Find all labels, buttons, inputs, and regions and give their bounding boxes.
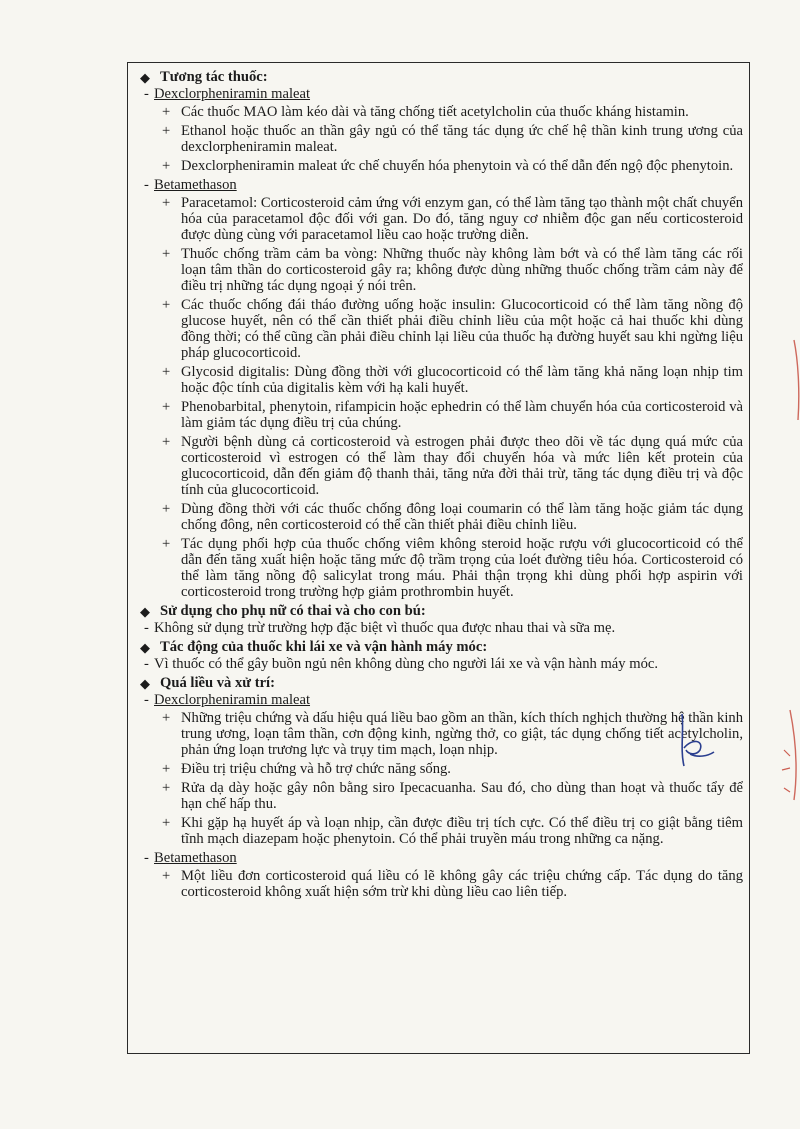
list-item-text: Paracetamol: Corticosteroid cảm ứng với enzym gan, có thể làm tăng tạo thành một chất chuyển hóa của paracetamol độc đối với gan. Do đó, tăng nguy cơ nhiễm độc gan nếu corticosteroid được dùng cùng với paracetamol liều cao hoặc trường diễn. [181,195,743,243]
plus-marker: + [162,364,171,380]
section-heading-text: Tác động của thuốc khi lái xe và vận hành máy móc: [160,639,488,655]
list-item [136,434,743,498]
section-heading [136,603,743,620]
section-heading [136,69,743,86]
list-item [136,195,743,243]
list-item-text: Điều trị triệu chứng và hỗ trợ chức năng sống. [181,761,451,777]
list-item-text: Khi gặp hạ huyết áp và loạn nhịp, cần được điều trị tích cực. Có thể điều trị co giật bằng tiêm tĩnh mạch diazepam hoặc phenytoin. Có thể phải truyền máu trong những ca nặng. [181,815,743,847]
drug-subheading [136,177,743,194]
dash-marker: - [144,177,149,193]
list-item [136,364,743,396]
list-item-text: Một liều đơn corticosteroid quá liều có lẽ không gây các triệu chứng cấp. Tác dụng do tăng corticosteroid không xuất hiện sớm trừ khi dùng liều cao liên tiếp. [181,868,743,900]
list-item-text: Người bệnh dùng cả corticosteroid và estrogen phải được theo dõi về tác dụng quá mức của corticosteroid vì estrogen có thể làm thay đổi chuyển hóa và mức liên kết protein của glucocorticoid, dẫn đến giảm độ thanh thải, tăng nửa đời thải trừ, tăng tác dụng điều trị và độc tính của glucocorticoid. [181,434,743,498]
list-item [136,710,743,758]
bullet-icon: ◆ [140,70,150,85]
list-item [136,123,743,155]
list-item-text: Rửa dạ dày hoặc gây nôn bằng siro Ipecacuanha. Sau đó, cho dùng than hoạt và thuốc tẩy để hạn chế hấp thu. [181,780,743,812]
plus-marker: + [162,399,171,415]
signature-mark [670,710,720,770]
drug-subheading [136,692,743,709]
dash-marker: - [144,620,149,636]
list-item-text: Những triệu chứng và dấu hiệu quá liều bao gồm an thần, kích thích nghịch thường hệ thần kinh trung ương, loạn tâm thần, cơn động kinh, ngừng thở, co giật, tác dụng chống tiết acetylcholin, phản ứng loạn trương lực và trụy tim mạch, loạn nhịp. [181,710,743,758]
list-item-text: Dexclorpheniramin maleat ức chế chuyển hóa phenytoin và có thể dẫn đến ngộ độc phenytoin. [181,158,734,174]
plus-marker: + [162,158,171,174]
list-item [136,761,743,777]
plus-marker: + [162,868,171,884]
paragraph-text: Vì thuốc có thể gây buồn ngủ nên không dùng cho người lái xe và vận hành máy móc. [154,656,659,672]
list-item [136,399,743,431]
plus-marker: + [162,536,171,552]
plus-marker: + [162,780,171,796]
dash-marker: - [144,656,149,672]
section-heading [136,675,743,692]
list-item [136,246,743,294]
drug-name: Betamethason [154,850,237,866]
paragraph-text: Không sử dụng trừ trường hợp đặc biệt vì thuốc qua được nhau thai và sữa mẹ. [154,620,616,636]
section-paragraph [136,620,743,637]
section-paragraph [136,656,743,673]
dash-marker: - [144,850,149,866]
drug-subheading [136,86,743,103]
plus-marker: + [162,434,171,450]
plus-marker: + [162,246,171,262]
list-item [136,501,743,533]
plus-marker: + [162,761,171,777]
bullet-icon: ◆ [140,604,150,619]
list-item-text: Các thuốc MAO làm kéo dài và tăng chống tiết acetylcholin của thuốc kháng histamin. [181,104,689,120]
list-item [136,815,743,847]
drug-subheading [136,850,743,867]
plus-marker: + [162,195,171,211]
bullet-icon: ◆ [140,676,150,691]
dash-marker: - [144,86,149,102]
document-frame [127,62,750,1054]
list-item-text: Ethanol hoặc thuốc an thần gây ngủ có thể tăng tác dụng ức chế hệ thần kinh trung ương của dexclorpheniramin maleat. [181,123,743,155]
bullet-icon: ◆ [140,640,150,655]
plus-marker: + [162,710,171,726]
list-item [136,104,743,120]
drug-name: Dexclorpheniramin maleat [154,86,311,102]
list-item [136,297,743,361]
document-content [136,69,743,900]
plus-marker: + [162,123,171,139]
plus-marker: + [162,104,171,120]
drug-name: Dexclorpheniramin maleat [154,692,311,708]
list-item-text: Tác dụng phối hợp của thuốc chống viêm không steroid hoặc rượu với glucocorticoid có thể dẫn đến tăng xuất hiện hoặc tăng mức độ trầm trọng của loét đường tiêu hóa. Corticosteroid có thể làm tăng nồng độ salicylat trong máu. Phải thận trọng khi dùng phối hợp aspirin với corticosteroid trong trường hợp giảm prothrombin huyết. [181,536,743,600]
list-item [136,868,743,900]
list-item-text: Dùng đồng thời với các thuốc chống đông loại coumarin có thể làm tăng hoặc giảm tác dụng chống đông, nên corticosteroid có thể cần thiết phải điều chỉnh liều. [181,501,743,533]
plus-marker: + [162,815,171,831]
list-item-text: Glycosid digitalis: Dùng đồng thời với glucocorticoid có thể làm tăng khả năng loạn nhịp tim hoặc độc tính của digitalis kèm với hạ kali huyết. [181,364,743,396]
list-item-text: Thuốc chống trầm cảm ba vòng: Những thuốc này không làm bớt và có thể làm tăng các rối loạn tâm thần do corticosteroid gây ra; không được dùng những thuốc chống trầm cảm này để điều trị những tác dụng ngoại ý nói trên. [181,246,743,294]
section-heading [136,639,743,656]
section-heading-text: Sử dụng cho phụ nữ có thai và cho con bú: [160,603,426,619]
list-item [136,536,743,600]
plus-marker: + [162,297,171,313]
list-item-text: Các thuốc chống đái tháo đường uống hoặc insulin: Glucocorticoid có thể làm tăng nồng độ glucose huyết, nên có thể cần thiết phải điều chỉnh liều của một hoặc cả hai thuốc khi dùng đồng thời; có thể cũng cần phải điều chỉnh lại liều của thuốc hạ đường huyết sau khi ngừng liệu pháp glucocorticoid. [181,297,743,361]
dash-marker: - [144,692,149,708]
section-heading-text: Quá liều và xử trí: [160,675,275,691]
drug-name: Betamethason [154,177,237,193]
list-item-text: Phenobarbital, phenytoin, rifampicin hoặc ephedrin có thể làm chuyển hóa của corticosteroid và làm giảm tác dụng điều trị của chúng. [181,399,743,431]
section-heading-text: Tương tác thuốc: [160,69,268,85]
list-item [136,780,743,812]
list-item [136,158,743,174]
stamp-fragment [760,330,800,830]
plus-marker: + [162,501,171,517]
